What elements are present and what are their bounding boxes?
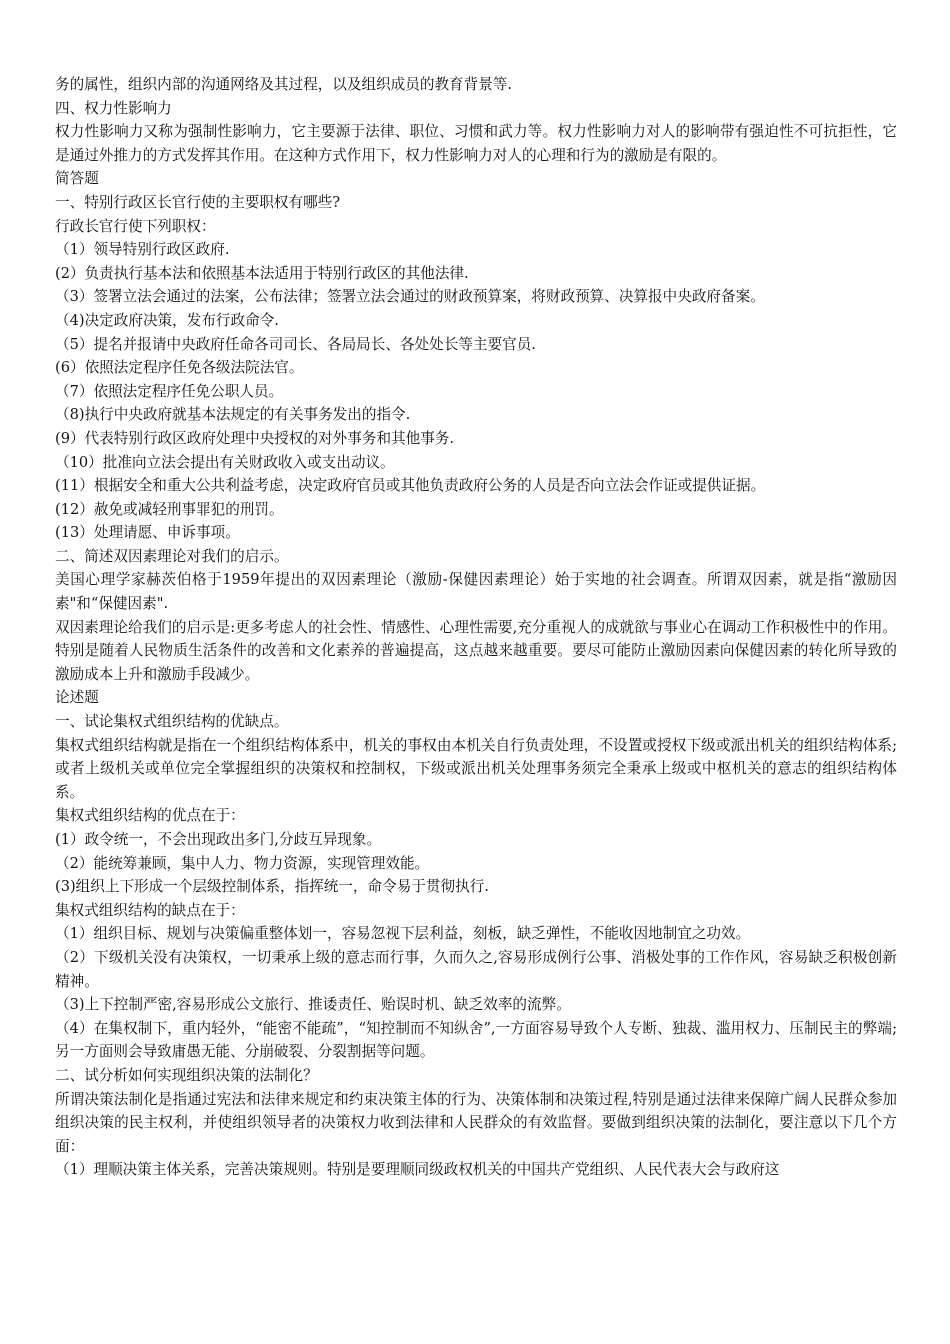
list-item: （2）下级机关没有决策权，一切秉承上级的意志而行事，久而久之,容易形成例行公事、消极处事的工作作风，容易缺乏积极创新精神。: [55, 948, 897, 990]
paragraph: 美国心理学家赫茨伯格于1959年提出的双因素理论（激励-保健因素理论）始于实地的社会调查。所谓双因素，就是指“激励因素"和“保健因素".: [55, 571, 897, 613]
list-item: (9）代表特别行政区政府处理中央授权的对外事务和其他事务.: [55, 429, 455, 447]
section-heading: 论述题: [55, 689, 99, 707]
list-item: (13）处理请愿、申诉事项。: [55, 524, 240, 542]
paragraph: 双因素理论给我们的启示是:更多考虑人的社会性、情感性、心理性需要,充分重视人的成就欲与事业心在调动工作积极性中的作用。特别是随着人民物质生活条件的改善和文化素养的普遍提高，这点越来越重要。要尽可能防止激励因素向保健因素的转化所导致的激励成本上升和激励手段减少。: [55, 618, 897, 683]
list-item: （3)上下控制严密,容易形成公文旅行、推诿责任、贻误时机、缺乏效率的流弊。: [55, 996, 571, 1014]
paragraph: 务的属性，组织内部的沟通网络及其过程，以及组织成员的教育背景等.: [55, 76, 513, 93]
question-heading: 二、试分析如何实现组织决策的法制化？: [55, 1066, 318, 1084]
list-item: (3)组织上下形成一个层级控制体系，指挥统一，命令易于贯彻执行.: [55, 878, 489, 896]
list-item: （1）组织目标、规划与决策偏重整体划一，容易忽视下层利益，刻板，缺乏弹性，不能收因地制宜之功效。: [55, 925, 751, 943]
list-item: (6）依照法定程序任免各级法院法官。: [55, 359, 304, 377]
paragraph: 行政长官行使下列职权：: [55, 217, 216, 235]
paragraph: 集权式组织结构的缺点在于：: [55, 901, 245, 919]
list-item: (2）负责执行基本法和依照基本法适用于特别行政区的其他法律.: [55, 264, 469, 282]
list-item: （1）理顺决策主体关系，完善决策规则。特别是要理顺同级政权机关的中国共产党组织、人民代表大会与政府这: [55, 1161, 780, 1179]
list-item: （1）领导特别行政区政府.: [55, 241, 230, 259]
section-heading: 简答题: [55, 170, 99, 188]
list-item: （5）提名并报请中央政府任命各司司长、各局局长、各处处长等主要官员.: [55, 335, 536, 353]
list-item: （4)决定政府决策，发布行政命令.: [55, 311, 279, 329]
list-item: （4）在集权制下，重内轻外，“能密不能疏”，“知控制而不知纵舍”,一方面容易导致个人专断、独裁、滥用权力、压制民主的弊端;另一方面则会导致庸愚无能、分崩破裂、分裂割据等问题。: [55, 1019, 897, 1061]
list-item: (11）根据安全和重大公共利益考虑，决定政府官员或其他负责政府公务的人员是否向立法会作证或提供证据。: [55, 477, 766, 495]
question-heading: 一、试论集权式组织结构的优缺点。: [55, 713, 289, 731]
list-item: （10）批准向立法会提出有关财政收入或支出动议。: [55, 453, 395, 471]
list-item: (12）赦免或减轻刑事罪犯的刑罚。: [55, 500, 284, 518]
list-item: （7）依照法定程序任免公职人员。: [55, 382, 284, 400]
list-item: （3）签署立法会通过的法案，公布法律；签署立法会通过的财政预算案，将财政预算、决算报中央政府备案。: [55, 288, 765, 306]
list-item: (1）政令统一，不会出现政出多门,分歧互异现象。: [55, 831, 382, 848]
paragraph: 所谓决策法制化是指通过宪法和法律来规定和约束决策主体的行为、决策体制和决策过程,特别是通过法律来保障广阔人民群众参加组织决策的民主权利，并使组织领导者的决策权力收到法律和人民群众的有效监督。要做到组织决策的法制化，要注意以下几个方面：: [55, 1090, 897, 1155]
section-heading: 四、权力性影响力: [55, 99, 172, 117]
paragraph: 集权式组织结构就是指在一个组织结构体系中，机关的事权由本机关自行负责处理，不设置或授权下级或派出机关的组织结构体系;或者上级机关或单位完全掌握组织的决策权和控制权，下级或派出机关处理事务须完全秉承上级或中枢机关的意志的组织结构体系。: [55, 736, 897, 801]
list-item: （8)执行中央政府就基本法规定的有关事务发出的指令.: [55, 406, 411, 424]
paragraph: 权力性影响力又称为强制性影响力，它主要源于法律、职位、习惯和武力等。权力性影响力对人的影响带有强迫性不可抗拒性，它是通过外推力的方式发挥其作用。在这种方式作用下，权力性影响力对人的心理和行为的激励是有限的。: [55, 123, 897, 164]
question-heading: 二、简述双因素理论对我们的启示。: [55, 547, 289, 565]
paragraph: 集权式组织结构的优点在于：: [55, 807, 245, 825]
list-item: （2）能统筹兼顾，集中人力、物力资源，实现管理效能。: [55, 854, 430, 872]
document-page: [55, 73, 897, 1182]
question-heading: 一、特别行政区长官行使的主要职权有哪些?: [55, 193, 341, 211]
